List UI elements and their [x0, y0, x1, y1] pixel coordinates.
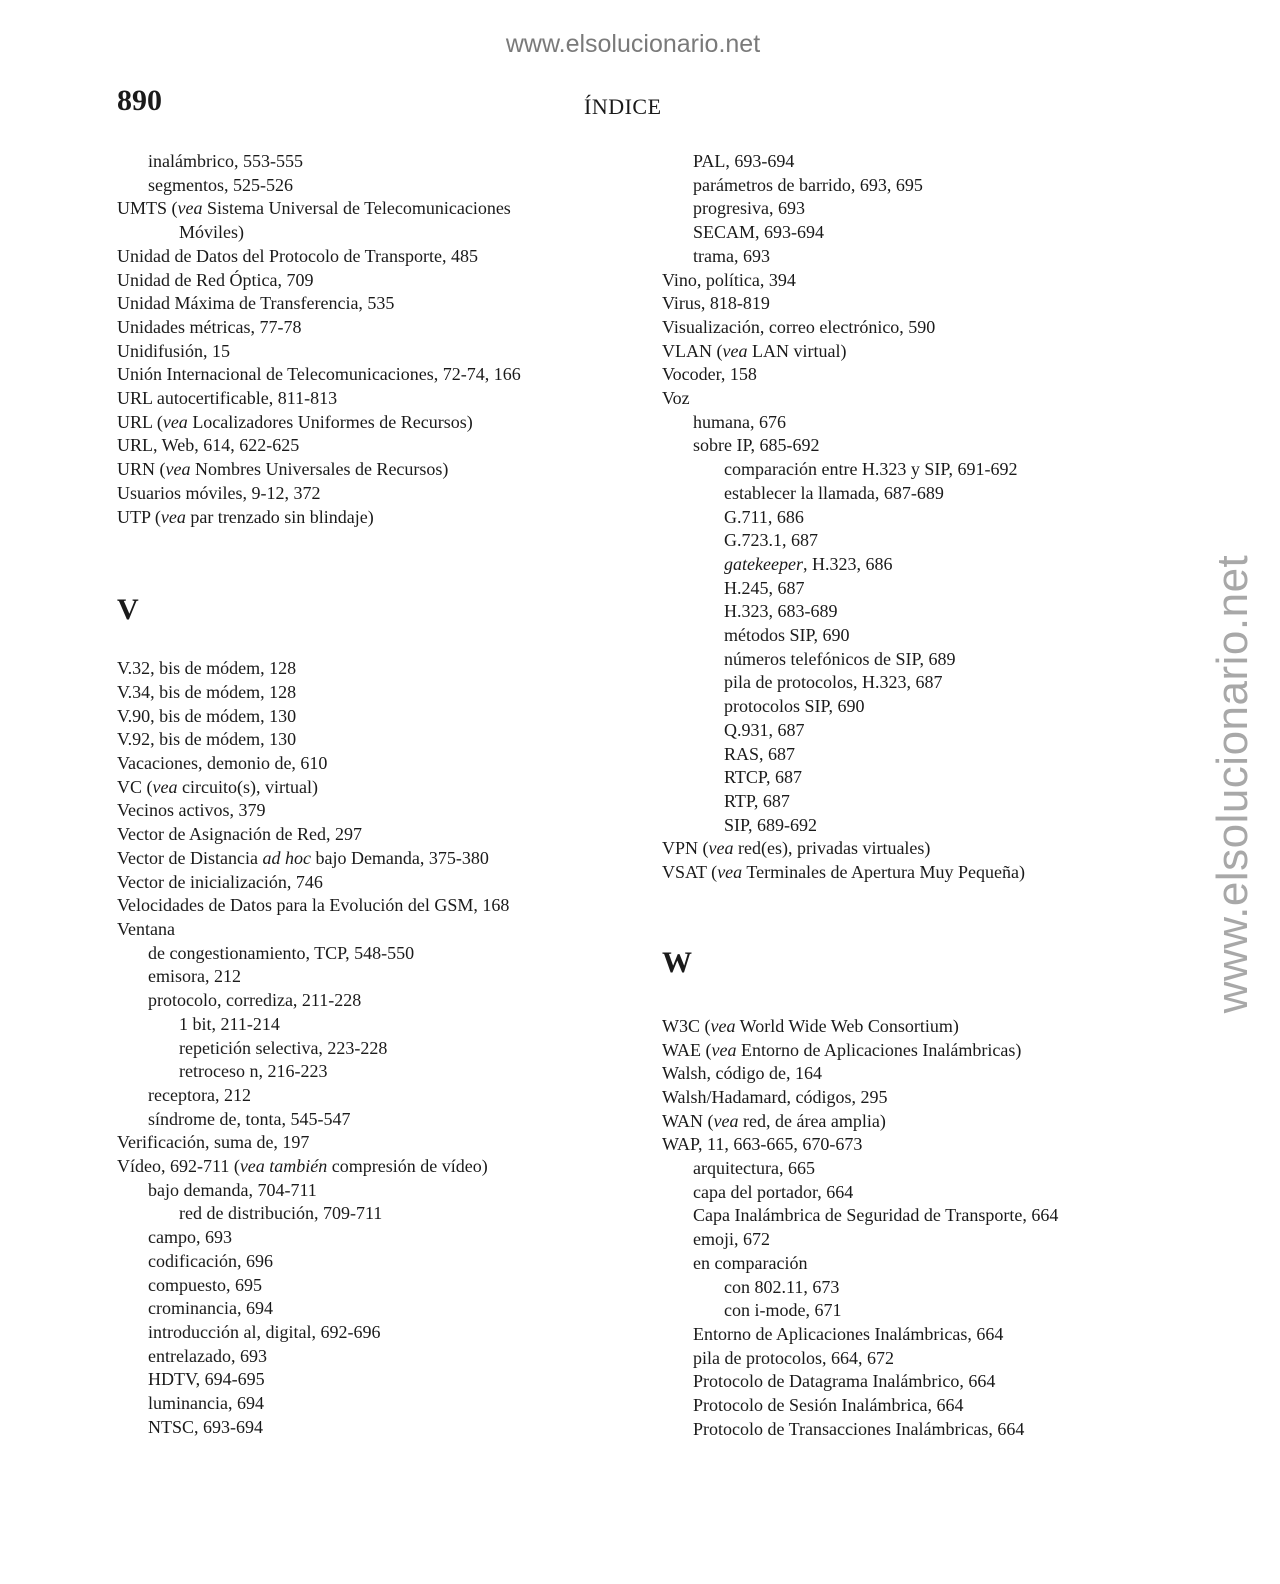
index-entry: G.711, 686 [724, 506, 804, 527]
watermark-top: www.elsolucionario.net [505, 30, 761, 58]
index-entry: RAS, 687 [724, 743, 796, 764]
index-entry: síndrome de, tonta, 545-547 [148, 1108, 351, 1129]
index-entry: trama, 693 [693, 245, 770, 266]
index-entry: bajo demanda, 704-711 [148, 1179, 317, 1200]
index-entry: Verificación, suma de, 197 [117, 1132, 310, 1153]
index-entry: RTP, 687 [724, 790, 790, 811]
section-letter-w: W [662, 945, 692, 979]
index-entry: Walsh/Hadamard, códigos, 295 [662, 1086, 888, 1107]
index-entry: protocolos SIP, 690 [724, 696, 865, 717]
index-entry: entrelazado, 693 [148, 1345, 267, 1366]
index-entry: Vecinos activos, 379 [117, 800, 266, 821]
index-entry: Vocoder, 158 [662, 364, 757, 385]
index-entry: métodos SIP, 690 [724, 625, 850, 646]
index-entry: H.245, 687 [724, 577, 805, 598]
index-entry: pila de protocolos, H.323, 687 [724, 672, 943, 693]
index-entry: comparación entre H.323 y SIP, 691-692 [724, 459, 1018, 480]
index-entry: de congestionamiento, TCP, 548-550 [148, 942, 415, 963]
index-entry: VPN (vea red(es), privadas virtuales) [662, 838, 931, 859]
index-entry: V.92, bis de módem, 130 [117, 729, 297, 750]
index-entry: WAE (vea Entorno de Aplicaciones Inalámbricas) [662, 1039, 1022, 1060]
index-entry: VC (vea circuito(s), virtual) [117, 776, 318, 797]
index-entry: crominancia, 694 [148, 1298, 273, 1319]
index-entry: G.723.1, 687 [724, 530, 818, 551]
index-entry: progresiva, 693 [693, 198, 805, 219]
index-entry: URL autocertificable, 811-813 [117, 388, 338, 409]
index-entry: codificación, 696 [148, 1250, 273, 1271]
index-entry: Unidifusión, 15 [117, 340, 231, 361]
running-head: ÍNDICE [584, 94, 662, 119]
index-entry: capa del portador, 664 [693, 1181, 854, 1202]
index-entry: compuesto, 695 [148, 1274, 262, 1295]
index-entry: Unidad de Red Óptica, 709 [117, 269, 314, 290]
index-entry: Q.931, 687 [724, 719, 805, 740]
index-entry: Unión Internacional de Telecomunicaciones, 72-74, 166 [117, 364, 521, 385]
index-entry: URL (vea Localizadores Uniformes de Recursos) [117, 411, 473, 432]
index-entry: emisora, 212 [148, 966, 241, 987]
index-entry: Vacaciones, demonio de, 610 [117, 753, 328, 774]
index-entry: Virus, 818-819 [662, 293, 770, 314]
page-number: 890 [117, 84, 162, 117]
index-entry: inalámbrico, 553-555 [148, 151, 303, 171]
index-entry: UTP (vea par trenzado sin blindaje) [117, 506, 374, 527]
index-entry: Usuarios móviles, 9-12, 372 [117, 482, 321, 503]
index-entry: parámetros de barrido, 693, 695 [693, 174, 923, 195]
index-entry: introducción al, digital, 692-696 [148, 1321, 381, 1342]
index-entry: protocolo, corrediza, 211-228 [148, 990, 362, 1011]
index-entry: V.90, bis de módem, 130 [117, 705, 297, 726]
index-entry: emoji, 672 [693, 1229, 770, 1250]
index-column-right [662, 150, 1182, 1441]
index-entry: repetición selectiva, 223-228 [179, 1037, 388, 1058]
index-entry: sobre IP, 685-692 [693, 435, 820, 456]
index-entry: H.323, 683-689 [724, 601, 838, 622]
index-entry: segmentos, 525-526 [148, 174, 293, 195]
index-entry: NTSC, 693-694 [148, 1416, 264, 1437]
index-entry: luminancia, 694 [148, 1393, 264, 1414]
index-entry: Vector de Distancia ad hoc bajo Demanda, 375-380 [117, 847, 489, 868]
index-entry: Protocolo de Sesión Inalámbrica, 664 [693, 1395, 964, 1416]
index-entry: humana, 676 [693, 411, 786, 432]
index-entry: red de distribución, 709-711 [179, 1203, 383, 1224]
index-entry: Protocolo de Transacciones Inalámbricas, 664 [693, 1418, 1025, 1439]
index-entry: VSAT (vea Terminales de Apertura Muy Pequeña) [662, 862, 1025, 883]
index-entry: Móviles) [179, 222, 244, 243]
index-entry: VLAN (vea LAN virtual) [662, 340, 847, 361]
index-entry: receptora, 212 [148, 1084, 251, 1105]
index-entry: Unidad Máxima de Transferencia, 535 [117, 293, 395, 314]
index-entry: Unidades métricas, 77-78 [117, 316, 302, 337]
index-entry: Unidad de Datos del Protocolo de Transporte, 485 [117, 245, 478, 266]
index-entry: pila de protocolos, 664, 672 [693, 1347, 894, 1368]
index-entry: UMTS (vea Sistema Universal de Telecomunicaciones [117, 198, 511, 219]
index-entry: V.32, bis de módem, 128 [117, 658, 297, 679]
index-entry: establecer la llamada, 687-689 [724, 482, 944, 503]
index-entry: números telefónicos de SIP, 689 [724, 648, 956, 669]
index-entry: Protocolo de Datagrama Inalámbrico, 664 [693, 1371, 996, 1392]
index-entry: Velocidades de Datos para la Evolución del GSM, 168 [117, 895, 510, 916]
index-entry: PAL, 693-694 [693, 151, 795, 171]
index-entry: Capa Inalámbrica de Seguridad de Transporte, 664 [693, 1205, 1059, 1226]
index-entry: V.34, bis de módem, 128 [117, 681, 297, 702]
index-entry: en comparación [693, 1252, 808, 1273]
index-entry: con i-mode, 671 [724, 1300, 842, 1321]
index-entry: Vector de inicialización, 746 [117, 871, 323, 892]
section-letter-v: V [117, 593, 139, 627]
index-entry: 1 bit, 211-214 [179, 1013, 280, 1034]
index-entry: Entorno de Aplicaciones Inalámbricas, 664 [693, 1323, 1004, 1344]
index-entry: gatekeeper, H.323, 686 [724, 553, 893, 574]
index-entry: RTCP, 687 [724, 767, 802, 788]
index-entry: Walsh, código de, 164 [662, 1063, 823, 1084]
index-entry: con 802.11, 673 [724, 1276, 840, 1297]
index-entry: W3C (vea World Wide Web Consortium) [662, 1015, 959, 1036]
index-entry: retroceso n, 216-223 [179, 1061, 328, 1082]
index-entry: SECAM, 693-694 [693, 222, 825, 243]
index-entry: URN (vea Nombres Universales de Recursos) [117, 459, 449, 480]
index-entry: Ventana [117, 918, 175, 939]
index-entry: URL, Web, 614, 622-625 [117, 435, 300, 456]
index-entry: campo, 693 [148, 1227, 232, 1248]
index-entry: Vector de Asignación de Red, 297 [117, 824, 362, 845]
watermark-side: www.elsolucionario.net [1208, 554, 1257, 1014]
index-entry: SIP, 689-692 [724, 814, 818, 835]
index-entry: HDTV, 694-695 [148, 1369, 265, 1390]
index-entry: WAN (vea red, de área amplia) [662, 1110, 886, 1131]
index-entry: Vídeo, 692-711 (vea también compresión de vídeo) [117, 1156, 488, 1177]
index-entry: Vino, política, 394 [662, 269, 796, 290]
index-entry: Voz [662, 388, 690, 409]
index-entry: arquitectura, 665 [693, 1158, 815, 1179]
index-entry: WAP, 11, 663-665, 670-673 [662, 1134, 863, 1155]
index-entry: Visualización, correo electrónico, 590 [662, 316, 936, 337]
index-column-left [117, 150, 637, 1439]
